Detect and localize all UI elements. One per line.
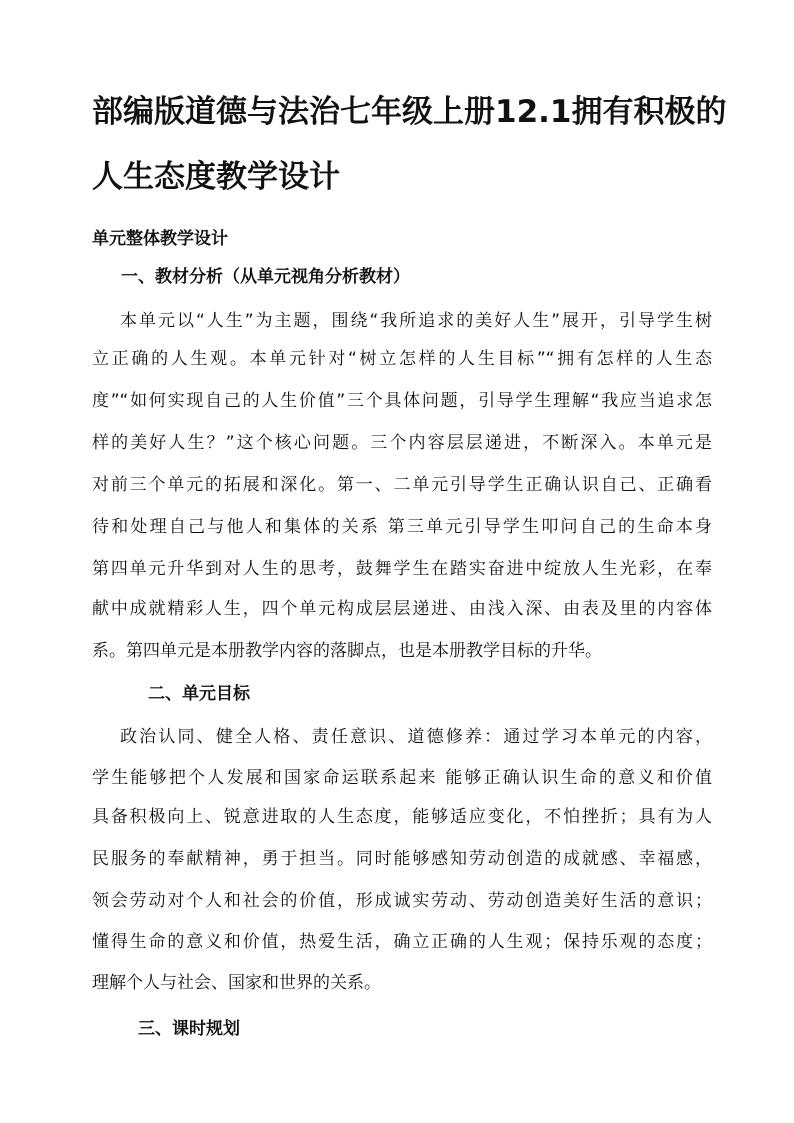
unit-heading: 单元整体教学设计 [92,229,228,249]
section-3-heading: 三、课时规划 [138,1019,240,1039]
document-title-line-1: 部编版道德与法治七年级上册12.1拥有积极的 [92,94,727,130]
section-2-line: 具备积极向上、锐意进取的人生态度，能够适应变化，不怕挫折；具有为人 [92,807,712,827]
section-1-line: 本单元以“人生”为主题，围绕“我所追求的美好人生”展开，引导学生树 [120,311,712,331]
section-2-line: 政治认同、健全人格、责任意识、道德修养：通过学习本单元的内容， [120,727,712,747]
section-1-line: 献中成就精彩人生，四个单元构成层层递进、由浅入深、由表及里的内容体 [92,599,712,619]
section-2-line: 理解个人与社会、国家和世界的关系。 [92,973,381,993]
section-1-line: 立正确的人生观。本单元针对“树立怎样的人生目标”“拥有怎样的人生态 [92,349,712,369]
section-2-line: 民服务的奉献精神，勇于担当。同时能够感知劳动创造的成就感、幸福感， [92,849,712,869]
section-2-line: 领会劳动对个人和社会的价值，形成诚实劳动、劳动创造美好生活的意识； [92,891,712,911]
section-1-line: 第四单元升华到对人生的思考，鼓舞学生在踏实奋进中绽放人生光彩，在奉 [92,559,712,579]
section-2-heading: 二、单元目标 [148,684,250,704]
section-1-line: 系。第四单元是本册教学内容的落脚点，也是本册教学目标的升华。 [92,641,602,661]
document-title-line-2: 人生态度教学设计 [92,159,340,195]
section-1-line: 样的美好人生？”这个核心问题。三个内容层层递进，不断深入。本单元是 [92,433,712,453]
section-2-line: 懂得生命的意义和价值，热爱生活，确立正确的人生观；保持乐观的态度； [92,932,712,952]
section-1-line: 待和处理自己与他人和集体的关系 第三单元引导学生叩问自己的生命本身 [92,517,712,537]
section-1-line: 度”“如何实现自己的人生价值”三个具体问题，引导学生理解“我应当追求怎 [92,391,712,411]
section-2-line: 学生能够把个人发展和国家命运联系起来 能够正确认识生命的意义和价值 [92,768,712,788]
section-1-line: 对前三个单元的拓展和深化。第一、二单元引导学生正确认识自己、正确看 [92,475,712,495]
section-1-heading: 一、教材分析（从单元视角分析教材） [121,267,410,287]
